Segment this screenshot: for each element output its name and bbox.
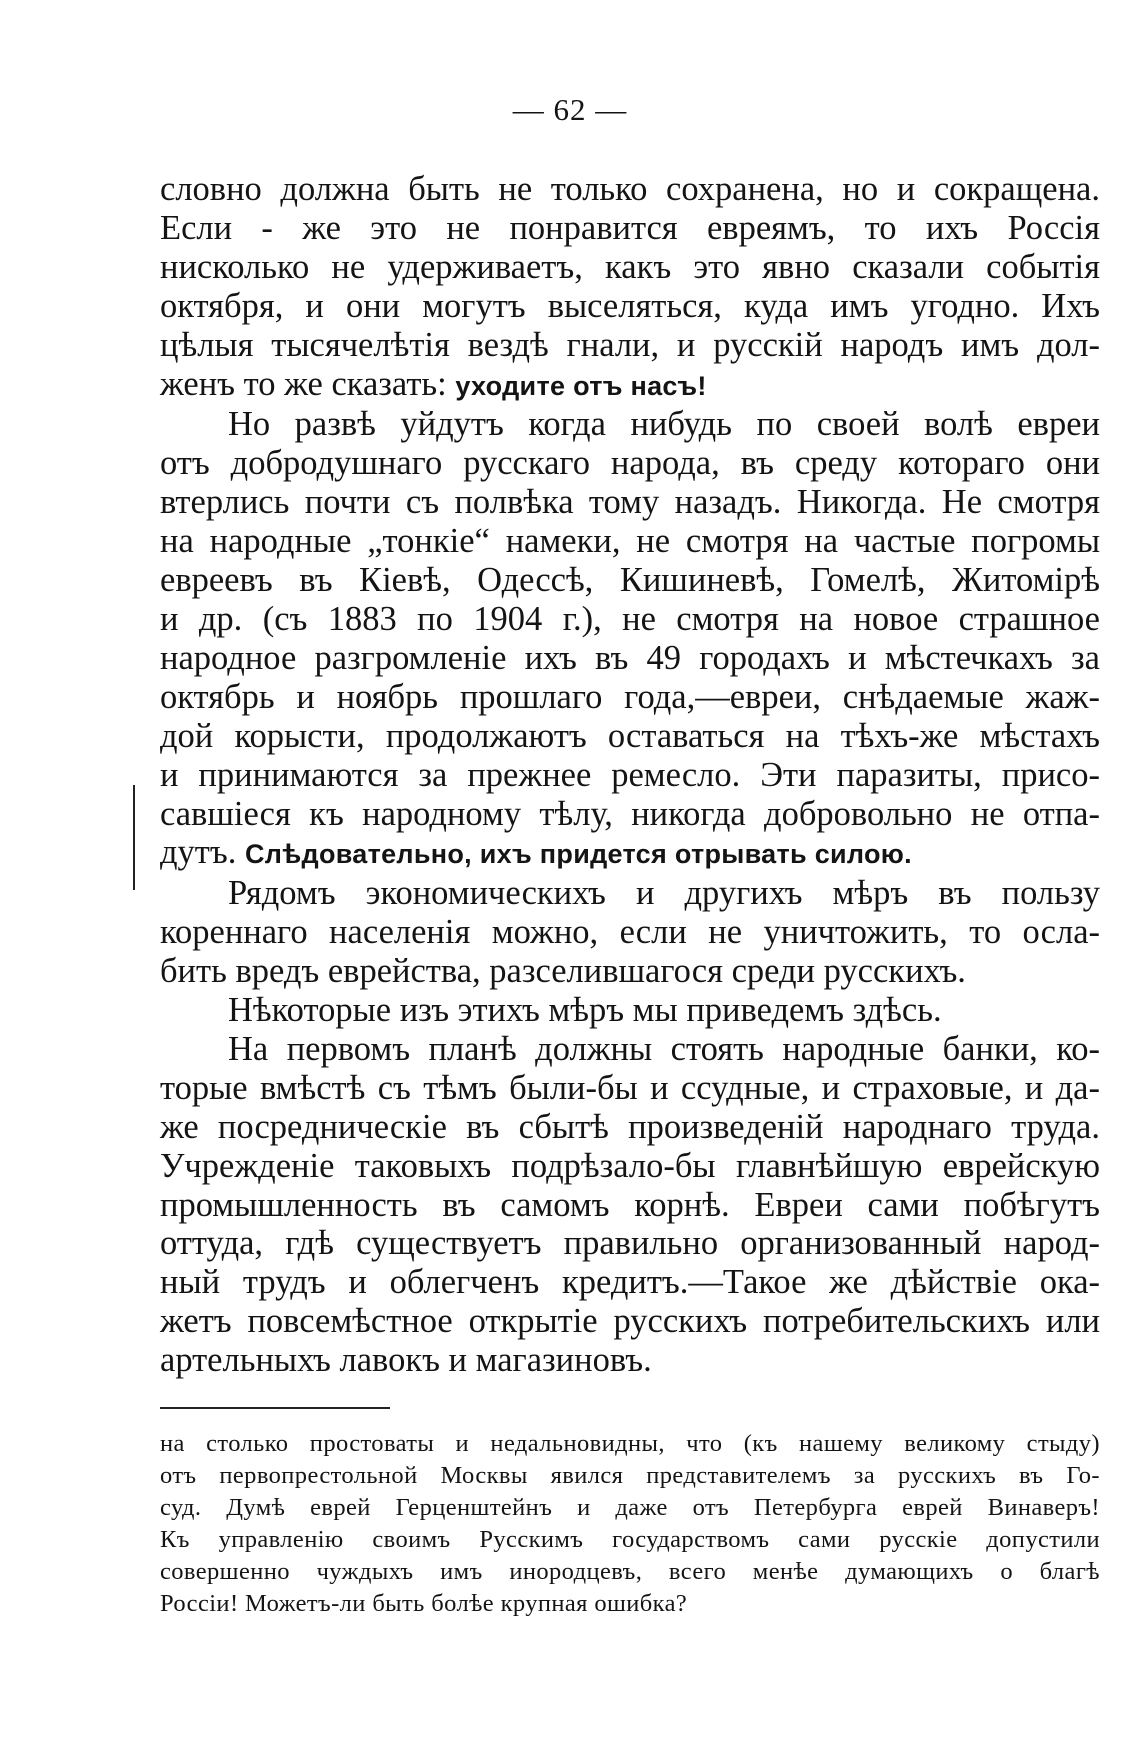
paragraph [160, 991, 1100, 1030]
text-line: евреевъ въ Кіевѣ, Одессѣ, Кишиневѣ, Гомелѣ, Житомірѣ [160, 561, 1100, 600]
text-line: артельныхъ лавокъ и магазиновъ. [160, 1341, 652, 1380]
footnote-line: Къ управленію своимъ Русскимъ государствомъ сами русскіе допустили [160, 1526, 1100, 1553]
text-line: кореннаго населенія можно, если не уничтожить, то осла- [160, 913, 1100, 952]
text-run: женъ то же сказать: [160, 364, 456, 403]
text-line: ный трудъ и облегченъ кредитъ.—Такое же дѣйствіе ока- [160, 1263, 1100, 1302]
text-line: промышленность въ самомъ корнѣ. Евреи сами побѣгутъ [160, 1185, 1100, 1224]
footnote-separator [160, 1407, 390, 1409]
emphasized-text: Слѣдовательно, ихъ придется отрывать силою. [244, 839, 912, 870]
text-line: Но развѣ уйдутъ когда нибудь по своей волѣ евреи [228, 405, 1100, 444]
paragraph [160, 1030, 1100, 1380]
paragraph [160, 170, 1100, 405]
text-line: Нѣкоторые изъ этихъ мѣръ мы приведемъ здѣсь. [228, 991, 942, 1030]
text-line: жетъ повсемѣстное открытіе русскихъ потребительскихъ или [160, 1302, 1100, 1341]
text-line: савшіеся къ народному тѣлу, никогда добровольно не отпа- [160, 794, 1100, 833]
text-line: бить вредъ еврейства, разселившагося среди русскихъ. [160, 952, 966, 991]
text-run: дутъ. [160, 833, 245, 872]
text-line: торые вмѣстѣ съ тѣмъ были-бы и ссудные, и страховые, и да- [160, 1068, 1100, 1107]
text-line: октябрь и ноябрь прошлаго года,—евреи, снѣдаемые жаж- [160, 677, 1100, 716]
text-line: же посредническіе въ сбытѣ произведеній народнаго труда. [160, 1107, 1100, 1146]
footnote-line: суд. Думѣ еврей Герценштейнъ и даже отъ Петербурга еврей Винаверъ! [160, 1494, 1100, 1521]
text-line: Учрежденіе таковыхъ подрѣзало-бы главнѣйшую еврейскую [160, 1146, 1100, 1185]
page-number: — 62 — [512, 92, 628, 127]
text-line: На первомъ планѣ должны стоять народные банки, ко- [228, 1029, 1100, 1068]
main-text [160, 170, 1100, 1380]
text-line: дой корысти, продолжаютъ оставаться на тѣхъ-же мѣстахъ [160, 716, 1100, 755]
text-line: втерлись почти съ полвѣка тому назадъ. Никогда. Не смотря [160, 483, 1100, 522]
text-line: на народные „тонкіе“ намеки, не смотря на частые погромы [160, 522, 1100, 561]
paragraph [160, 874, 1100, 991]
text-line: отъ добродушнаго русскаго народа, въ среду котораго они [160, 444, 1100, 483]
text-line: и др. (съ 1883 по 1904 г.), не смотря на новое страшное [160, 599, 1100, 638]
text-line: цѣлыя тысячелѣтія вездѣ гнали, и русскій народъ имъ дол- [160, 325, 1100, 364]
text-line: нисколько не удерживаетъ, какъ это явно сказали событія [160, 247, 1100, 286]
footnote [160, 1428, 1100, 1620]
footnote-line: Россіи! Можетъ-ли быть болѣе крупная ошибка? [160, 1590, 688, 1617]
text-line [160, 833, 1100, 874]
paragraph [160, 405, 1100, 874]
margin-mark [133, 785, 135, 890]
footnote-line: отъ первопрестольной Москвы явился представителемъ за русскихъ въ Го- [160, 1462, 1100, 1489]
text-line: Если - же это не понравится евреямъ, то ихъ Россія [160, 208, 1100, 247]
text-line: и принимаются за прежнее ремесло. Эти паразиты, присо- [160, 755, 1100, 794]
text-line: словно должна быть не только сохранена, но и сокращена. [160, 170, 1100, 208]
footnote-line: на столько простоваты и недальновидны, что (къ нашему великому стыду) [160, 1430, 1100, 1457]
text-line [160, 365, 1100, 406]
text-line: октября, и они могутъ выселяться, куда имъ угодно. Ихъ [160, 286, 1100, 325]
emphasized-text: уходите отъ насъ! [455, 370, 707, 401]
text-line: Рядомъ экономическихъ и другихъ мѣръ въ пользу [228, 874, 1100, 913]
text-line: оттуда, гдѣ существуетъ правильно организованный народ- [160, 1224, 1100, 1263]
footnote-line: совершенно чуждыхъ имъ инородцевъ, всего менѣе думающихъ о благѣ [160, 1558, 1100, 1585]
text-line: народное разгромленіе ихъ въ 49 городахъ и мѣстечкахъ за [160, 638, 1100, 677]
